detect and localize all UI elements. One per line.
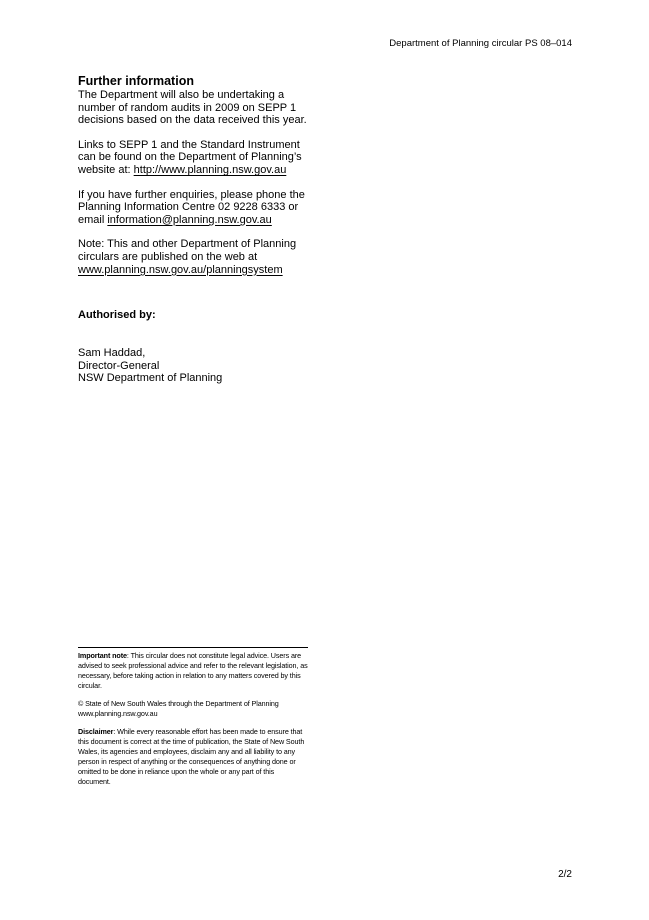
planning-website-link[interactable]: http://www.planning.nsw.gov.au	[133, 163, 287, 176]
copyright-note	[78, 699, 308, 719]
important-note-text: : This circular does not constitute legal advice. Users are advised to seek professional advice and refer to the relevant legislation, as necessary, before taking action in relation to any matters covered by this circular.	[78, 651, 308, 690]
note-paragraph	[78, 238, 318, 276]
footer-notes	[78, 647, 308, 795]
information-email-link[interactable]: information@planning.nsw.gov.au	[107, 213, 272, 226]
disclaimer-note	[78, 727, 308, 787]
copyright-line: © State of New South Wales through the Department of Planning	[78, 699, 279, 708]
disclaimer-text: : While every reasonable effort has been made to ensure that this document is correct at the time of publication, the State of New South Wales, its agencies and employees, disclaim any and all liability to any person in respect of anything or the consequences of anything done or omitted to be done in reliance upon the whole or any part of this document.	[78, 727, 305, 786]
further-information-section	[78, 74, 318, 288]
important-note-label: Important note	[78, 651, 127, 660]
audit-paragraph: The Department will also be undertaking a number of random audits in 2009 on SEPP 1 decisions based on the data received this year.	[78, 89, 307, 127]
links-paragraph	[78, 139, 318, 177]
signatory-department: NSW Department of Planning	[78, 372, 223, 385]
authorised-by-label: Authorised by:	[78, 309, 156, 321]
enquiries-paragraph	[78, 189, 318, 227]
signatory-name: Sam Haddad,	[78, 347, 146, 359]
note-paragraph-text: Note: This and other Department of Planning circulars are published on the web at	[78, 238, 297, 263]
links-paragraph-text: Links to SEPP 1 and the Standard Instrument can be found on the Department of Planning’s website at:	[78, 138, 302, 176]
disclaimer-label: Disclaimer	[78, 727, 114, 736]
section-heading: Further information	[78, 74, 194, 88]
circular-reference: Department of Planning circular PS 08–014	[389, 38, 572, 49]
planning-system-link[interactable]: www.planning.nsw.gov.au/planningsystem	[78, 263, 283, 276]
important-note	[78, 651, 308, 691]
enquiries-paragraph-text: If you have further enquiries, please phone the Planning Information Centre 02 9228 6333 or email	[78, 188, 305, 226]
copyright-website: www.planning.nsw.gov.au	[78, 709, 158, 718]
signatory-title: Director-General	[78, 359, 160, 372]
signature-block	[78, 347, 222, 385]
page-number: 2/2	[558, 869, 572, 880]
